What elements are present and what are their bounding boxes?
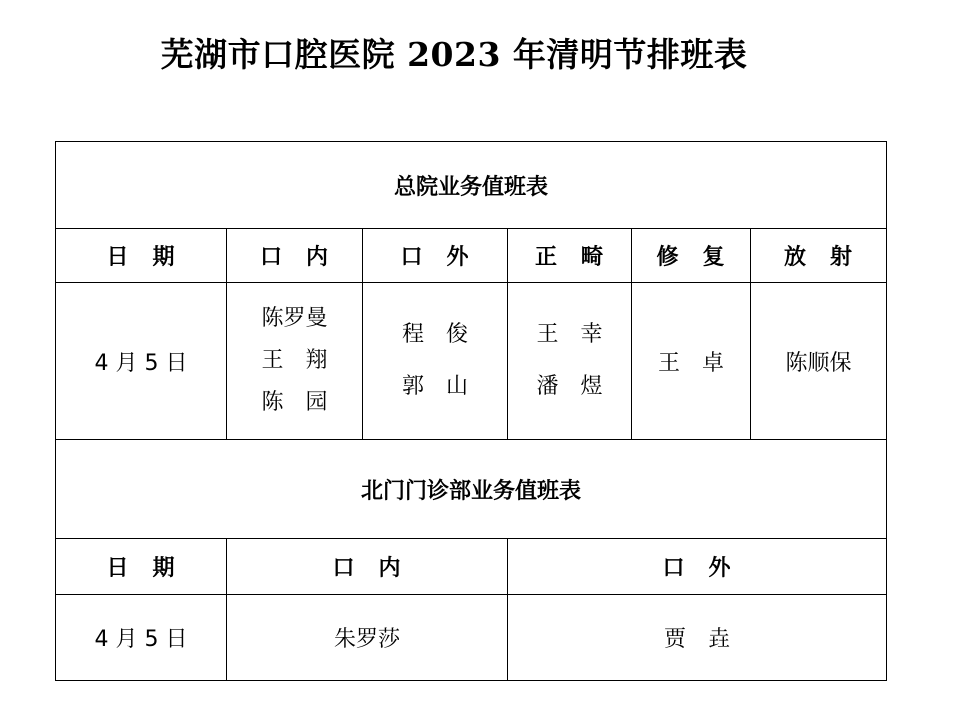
kounei-staff-3: 陈 园	[261, 390, 328, 415]
north-clinic-title-row	[56, 440, 887, 539]
header-kouwai: 口 外	[363, 229, 508, 283]
main-campus-section-title: 总院业务值班表	[56, 142, 887, 229]
zhengji-staff-1: 王 幸	[536, 322, 603, 347]
north-clinic-kouwai-cell: 贾 垚	[508, 595, 887, 681]
zhengji-staff-2: 潘 煜	[536, 374, 603, 399]
main-campus-fangshe-cell: 陈顺保	[751, 283, 887, 440]
north-clinic-header-row	[56, 539, 887, 595]
main-campus-header-row	[56, 229, 887, 283]
header-kounei: 口 内	[227, 229, 363, 283]
kounei-staff-2: 王 翔	[261, 348, 328, 373]
main-campus-date-cell: 4 月 5 日	[56, 283, 227, 440]
kouwai-staff-1: 程 俊	[401, 322, 468, 347]
main-campus-data-row	[56, 283, 887, 440]
north-header-kounei: 口 内	[227, 539, 508, 595]
north-clinic-section-title: 北门门诊部业务值班表	[56, 440, 887, 539]
north-clinic-data-row	[56, 595, 887, 681]
north-header-kouwai: 口 外	[508, 539, 887, 595]
main-campus-title-row	[56, 142, 887, 229]
header-date: 日 期	[56, 229, 227, 283]
main-campus-zhengji-cell	[508, 283, 632, 440]
duty-schedule-table	[55, 141, 887, 681]
main-campus-kouwai-cell	[363, 283, 508, 440]
header-zhengji: 正 畸	[508, 229, 632, 283]
north-header-date: 日 期	[56, 539, 227, 595]
north-clinic-date-cell: 4 月 5 日	[56, 595, 227, 681]
document-title: 芜湖市口腔医院 2023 年清明节排班表	[160, 35, 748, 74]
kouwai-staff-2: 郭 山	[401, 374, 468, 399]
north-clinic-kounei-cell: 朱罗莎	[227, 595, 508, 681]
main-campus-xiufu-cell: 王 卓	[632, 283, 751, 440]
header-fangshe: 放 射	[751, 229, 887, 283]
main-campus-kounei-cell	[227, 283, 363, 440]
header-xiufu: 修 复	[632, 229, 751, 283]
kounei-staff-1: 陈罗曼	[261, 306, 328, 331]
